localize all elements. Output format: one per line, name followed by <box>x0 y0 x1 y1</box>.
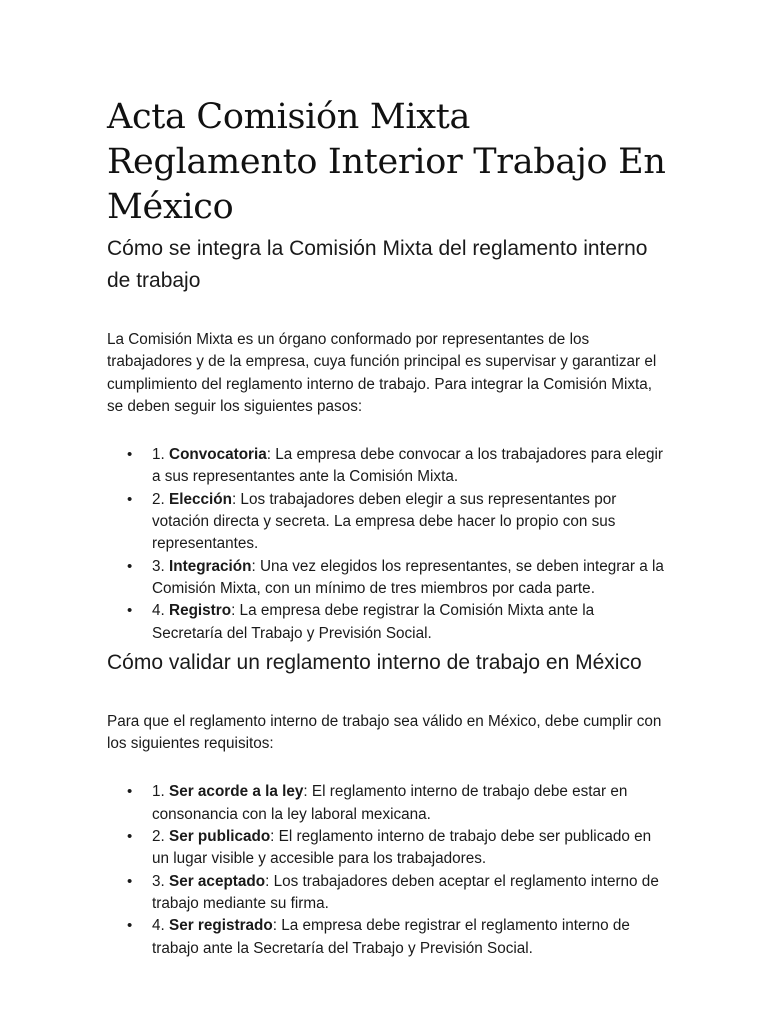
list-item <box>107 871 667 916</box>
bullet-icon: • <box>127 872 133 890</box>
item-term: Integración <box>169 557 252 575</box>
item-text: : La empresa debe convocar a los trabajadores para elegir a sus representantes ante la Comisión Mixta. <box>152 446 664 486</box>
item-term: Registro <box>169 602 232 620</box>
section-heading-validation: Cómo validar un reglamento interno de trabajo en México <box>107 650 642 674</box>
list-item <box>107 915 667 960</box>
item-term: Elección <box>169 490 232 508</box>
item-text: : El reglamento interno de trabajo debe ser publicado en un lugar visible y accesible para los trabajadores. <box>152 828 652 868</box>
bullet-icon: • <box>127 917 133 935</box>
item-text: : La empresa debe registrar la Comisión Mixta ante la Secretaría del Trabajo y Previsión Social. <box>152 602 595 642</box>
item-number: 3. <box>152 557 170 575</box>
item-term: Ser aceptado <box>169 872 266 890</box>
list-item <box>107 600 667 645</box>
item-text: : Los trabajadores deben elegir a sus representantes por votación directa y secreta. La empresa debe hacer lo propio con sus representantes. <box>152 490 617 553</box>
item-text: : Los trabajadores deben aceptar el reglamento interno de trabajo mediante su firma. <box>152 872 659 912</box>
item-term: Ser publicado <box>169 828 271 846</box>
list-item <box>107 826 667 871</box>
item-text: : Una vez elegidos los representantes, se deben integrar a la Comisión Mixta, con un mínimo de tres miembros por cada parte. <box>152 557 664 597</box>
item-number: 4. <box>152 917 170 935</box>
item-number: 3. <box>152 872 170 890</box>
bullet-icon: • <box>127 490 133 508</box>
section-intro-integration: La Comisión Mixta es un órgano conformado por representantes de los trabajadores y de la empresa, cuya función principal es supervisar y garantizar el cumplimiento del reglamento interno de trabajo. Para integrar la Comisión Mixta, se deben seguir los siguientes pasos: <box>107 331 657 415</box>
bullet-icon: • <box>127 446 133 464</box>
item-term: Convocatoria <box>169 446 267 464</box>
list-item <box>107 556 667 601</box>
requirements-list <box>107 781 667 959</box>
section-intro-validation: Para que el reglamento interno de trabajo sea válido en México, debe cumplir con los siguientes requisitos: <box>107 712 662 753</box>
bullet-icon: • <box>127 828 133 846</box>
item-number: 2. <box>152 828 170 846</box>
section-heading-integration: Cómo se integra la Comisión Mixta del reglamento interno de trabajo <box>107 237 648 292</box>
item-number: 4. <box>152 602 170 620</box>
bullet-icon: • <box>127 602 133 620</box>
item-number: 1. <box>152 783 170 801</box>
item-number: 1. <box>152 446 170 464</box>
document-page <box>107 95 667 960</box>
item-number: 2. <box>152 490 170 508</box>
item-term: Ser acorde a la ley <box>169 783 304 801</box>
list-item <box>107 781 667 826</box>
document-title: Acta Comisión Mixta Reglamento Interior Trabajo En México <box>107 97 666 227</box>
item-text: : La empresa debe registrar el reglamento interno de trabajo ante la Secretaría del Trabajo y Previsión Social. <box>152 917 630 957</box>
bullet-icon: • <box>127 783 133 801</box>
list-item <box>107 489 667 556</box>
item-term: Ser registrado <box>169 917 273 935</box>
item-text: : El reglamento interno de trabajo debe estar en consonancia con la ley laboral mexicana. <box>152 783 628 823</box>
list-item <box>107 444 667 489</box>
steps-list <box>107 444 667 645</box>
bullet-icon: • <box>127 557 133 575</box>
